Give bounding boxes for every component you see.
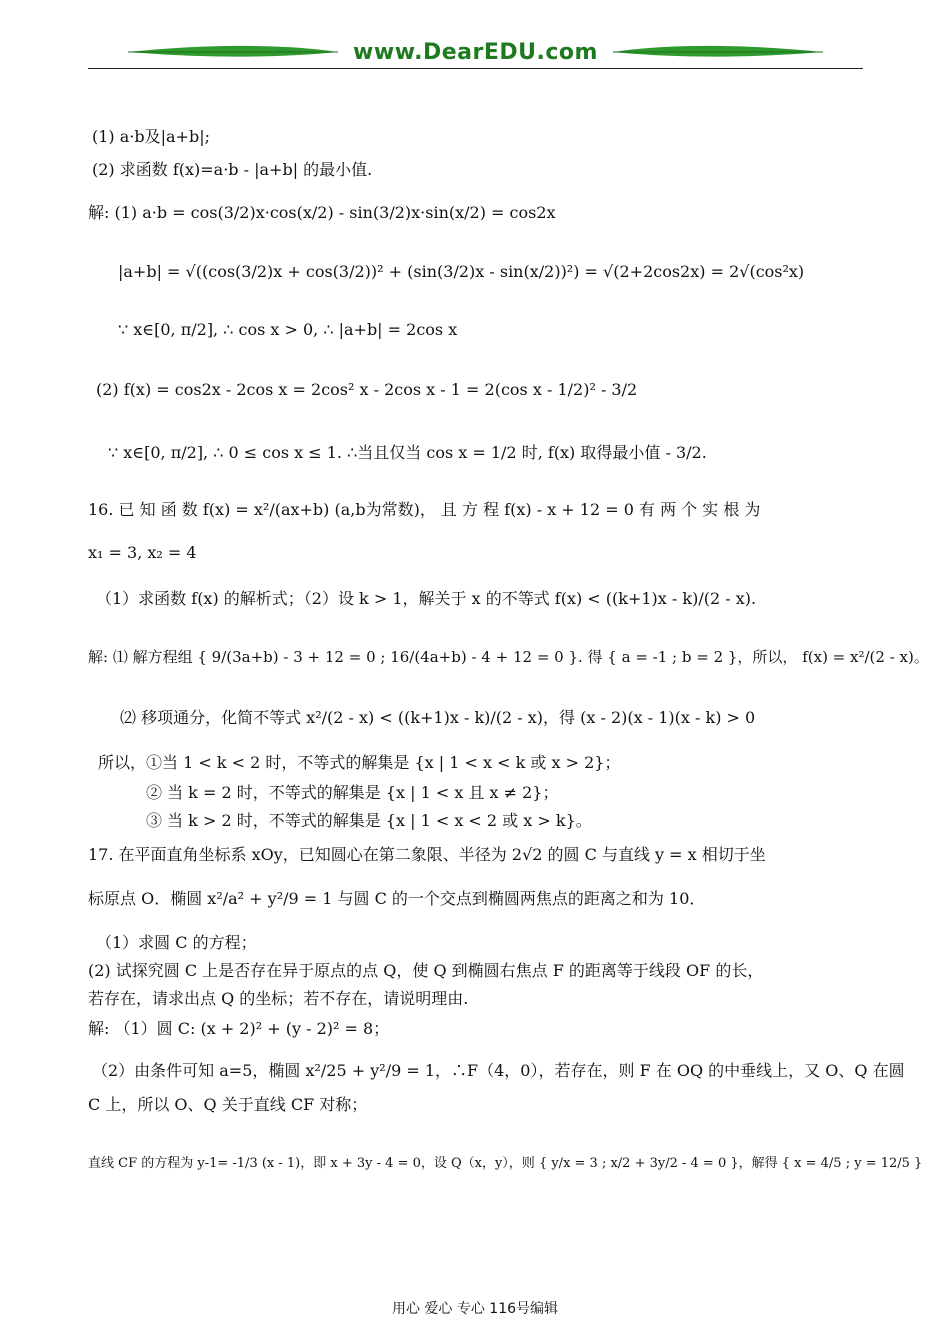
line: 16. 已 知 函 数 f(x) = x²/(ax+b) (a,b为常数)， 且 方 程 f(x) - x + 12 = 0 有 两 个 实 根 为 — [88, 500, 761, 519]
line: 所以，①当 1 < k < 2 时，不等式的解集是 {x | 1 < x < k 或 x > 2}； — [98, 753, 621, 772]
header-rule — [88, 68, 863, 69]
line: (1) a·b及|a+b|; — [92, 127, 210, 146]
line: 标原点 O．椭圆 x²/a² + y²/9 = 1 与圆 C 的一个交点到椭圆两焦点的距离之和为 10． — [88, 889, 706, 908]
line: （1）求函数 f(x) 的解析式；（2）设 k > 1，解关于 x 的不等式 f(x) < ((k+1)x - k)/(2 - x). — [96, 589, 757, 608]
line: 17. 在平面直角坐标系 xOy，已知圆心在第二象限、半径为 2√2 的圆 C 与直线 y = x 相切于坐 — [88, 845, 766, 864]
line: ③ 当 k > 2 时，不等式的解集是 {x | 1 < x < 2 或 x > k}。 — [146, 811, 592, 830]
line: C 上，所以 O、Q 关于直线 CF 对称； — [88, 1095, 368, 1114]
line: (2) f(x) = cos2x - 2cos x = 2cos² x - 2cos x - 1 = 2(cos x - 1/2)² - 3/2 — [96, 380, 638, 399]
line: （2）由条件可知 a=5，椭圆 x²/25 + y²/9 = 1，∴F（4，0），若存在，则 F 在 OQ 的中垂线上，又 O、Q 在圆 — [92, 1061, 905, 1080]
line: ⑵ 移项通分，化简不等式 x²/(2 - x) < ((k+1)x - k)/(2 - x)，得 (x - 2)(x - 1)(x - k) > 0 — [120, 708, 756, 727]
line: (2) 试探究圆 C 上是否存在异于原点的点 Q，使 Q 到椭圆右焦点 F 的距离等于线段 OF 的长， — [88, 961, 764, 980]
line: 直线 CF 的方程为 y-1= -1/3 (x - 1)，即 x + 3y - 4 = 0，设 Q（x，y），则 { y/x = 3 ; x/2 + 3y/2 - 4 = 0 }，解得 { x = 4/5 ; y = 12/5 } — [88, 1156, 923, 1171]
line: (2) 求函数 f(x)=a·b - |a+b| 的最小值. — [92, 160, 373, 179]
line: 解: ⑴ 解方程组 { 9/(3a+b) - 3 + 12 = 0 ; 16/(4a+b) - 4 + 12 = 0 }. 得 { a = -1 ; b = 2 }，所以， f(x) = x²/(2 - x)。 — [88, 648, 929, 666]
line: 解: (1) a·b = cos(3/2)x·cos(x/2) - sin(3/2)x·sin(x/2) = cos2x — [88, 203, 556, 222]
line: ② 当 k = 2 时，不等式的解集是 {x | 1 < x 且 x ≠ 2}； — [146, 783, 559, 802]
line: （1）求圆 C 的方程； — [96, 933, 257, 952]
line: ∵ x∈[0, π/2], ∴ 0 ≤ cos x ≤ 1. ∴当且仅当 cos x = 1/2 时, f(x) 取得最小值 - 3/2. — [108, 443, 707, 462]
line: |a+b| = √((cos(3/2)x + cos(3/2))² + (sin(3/2)x - sin(x/2))²) = √(2+2cos2x) = 2√(cos²x) — [118, 262, 805, 281]
line: ∵ x∈[0, π/2], ∴ cos x > 0, ∴ |a+b| = 2cos x — [118, 320, 458, 339]
line: x₁ = 3, x₂ = 4 — [88, 543, 197, 562]
line: 解: （1）圆 C: (x + 2)² + (y - 2)² = 8； — [88, 1019, 390, 1038]
line: 若存在，请求出点 Q 的坐标；若不存在，请说明理由. — [88, 989, 469, 1008]
page-footer: 用心 爱心 专心 116号编辑 — [391, 1301, 559, 1317]
site-name: www.DearEDU.com — [353, 40, 598, 65]
page-header — [88, 38, 863, 72]
